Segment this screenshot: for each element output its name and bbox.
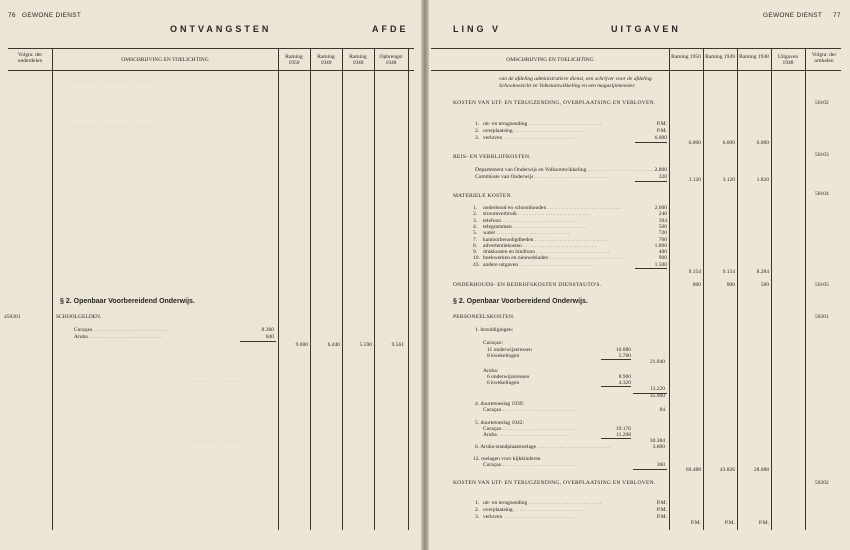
- left-section-title: § 2. Openbaar Voorbereidend Onderwijs.: [60, 298, 195, 305]
- block3-line-label: telefoon . . .: [483, 218, 575, 224]
- block3-title: MATERIELE KOSTEN.: [453, 193, 513, 199]
- block1-l2: overplaatsing . . .: [483, 128, 587, 134]
- block1-n3: 3.: [475, 135, 480, 141]
- block3-line-label: water . . .: [483, 230, 569, 236]
- block2-t1949: 3.120: [722, 177, 735, 183]
- block2-l2: Commissie van Onderwijs . . .: [475, 174, 608, 180]
- block2-code: 50103: [815, 152, 829, 158]
- block3-t1950: 9.154: [688, 269, 701, 275]
- block3-line-amount: 400: [658, 249, 667, 256]
- block4-t1949: 800: [726, 282, 735, 288]
- left-total-r1949: 6.440: [327, 342, 340, 348]
- block6-a1: P.M.: [656, 500, 667, 506]
- block1-t1949: 6.000: [722, 140, 735, 146]
- block3-line-amount: 500: [658, 223, 667, 230]
- block6-l3: verloven . . .: [483, 514, 577, 520]
- block3-line-number: 43.: [473, 261, 480, 268]
- block2-a2: 320: [658, 174, 667, 180]
- col-raming-1949: Raming 1949: [317, 54, 335, 66]
- col-opbrengst-1948: Opbrengst 1948: [379, 54, 403, 66]
- block6-l2: overplaatsing . . .: [483, 507, 587, 513]
- p-d1939-amount: 84: [659, 407, 665, 413]
- left-line-curacao: Curaçao . . .: [74, 327, 167, 333]
- block3-line-amount: 394: [658, 217, 667, 224]
- block3-line-number: 5.: [473, 230, 478, 237]
- block3-line-amount: 2.000: [654, 205, 667, 211]
- block6-t1949: P.M.: [724, 520, 735, 526]
- col-raming-1948-r: Raming 1948: [739, 54, 769, 60]
- left-item-code: 450201: [4, 314, 21, 320]
- col-raming-1950-r: Raming 1950: [671, 54, 701, 60]
- block6-n1: 1.: [475, 500, 480, 506]
- block3-line-number: 1.: [473, 205, 478, 211]
- left-total-o1948: 9.561: [391, 342, 404, 348]
- block4-t1948: 500: [760, 282, 769, 288]
- block6-l1: uit- en terugzending . . .: [483, 500, 602, 506]
- block3-line-amount: 700: [658, 236, 667, 243]
- col-volgnr: Volgnr. der onderdelen: [17, 52, 43, 64]
- block3-line-number: 7.: [473, 236, 478, 243]
- p-a-total: 13.220: [649, 386, 665, 392]
- block3-line-label: telegrammen . . .: [483, 224, 586, 230]
- block6-a2: P.M.: [656, 507, 667, 513]
- p-b-total: 35.060: [649, 393, 665, 399]
- block1-a3: 6.000: [654, 135, 667, 141]
- col-uitgaven-1948: Uitgaven 1948: [777, 54, 799, 66]
- right-section-title: § 2. Openbaar Voorbereidend Onderwijs.: [453, 298, 588, 305]
- personnel-code: 50201: [815, 314, 829, 320]
- block6-t1950: P.M.: [690, 520, 701, 526]
- p-d1942-aru-amount: 11.208: [616, 432, 631, 438]
- block3-line-number: 2.: [473, 211, 478, 218]
- block3-line-number: 3.: [473, 217, 478, 224]
- p-t1950: 69.488: [685, 467, 701, 473]
- personnel-title: PERSONEELSKOSTEN.: [453, 314, 515, 320]
- right-intro-text: van de afdeling administratieve dienst, een schrijver voor de afdeling Schooltoezicht en Volkstuinwikkeling en een magazijnmeester.: [499, 76, 652, 89]
- p-aruba-tl: 6. Aruba-standplaatstoelage . . .: [475, 444, 610, 450]
- block2-title: REIS- EN VERBLIJFKOSTEN.: [453, 154, 531, 160]
- block6-n3: 3.: [475, 514, 480, 520]
- p-d1942: 5. duurtetoeslag 1942:: [475, 420, 525, 426]
- block3-line-amount: 1.500: [654, 261, 667, 268]
- p-a2-amount: 4.320: [618, 380, 631, 386]
- block6-code: 50202: [815, 480, 829, 486]
- left-line-curacao-amount: 8.360: [261, 327, 274, 333]
- block3-line-number: 4.: [473, 223, 478, 230]
- block1-l1: uit- en terugzending . . .: [483, 121, 602, 127]
- col-omschrijving: OMSCHRIJVING EN TOELICHTING: [121, 57, 209, 63]
- block3-line-amount: 900: [658, 255, 667, 262]
- left-page-number: 76: [8, 12, 16, 19]
- block3-line-amount: 720: [658, 230, 667, 237]
- block6-n2: 2.: [475, 507, 480, 513]
- p-a1-amount: 8.900: [618, 374, 631, 380]
- block3-line-amount: 1.800: [654, 242, 667, 249]
- right-heading: UITGAVEN: [611, 24, 681, 34]
- block3-line-label: advertentiekosten . . .: [483, 243, 596, 249]
- p-aruba-tl-amount: 3.600: [652, 444, 665, 450]
- book-spine: [421, 0, 429, 550]
- block3-code: 50104: [815, 191, 829, 197]
- block1-title: KOSTEN VAN UIT- EN TERUGZENDING, OVERPLAATSING EN VERLOVEN.: [453, 100, 656, 106]
- p-t1949: 43.826: [719, 467, 735, 473]
- left-total-r1950: 9.000: [295, 342, 308, 348]
- p-kinder-cur: Curaçao . . .: [483, 462, 576, 468]
- block3-t1948: 8.284: [756, 269, 769, 275]
- p-c2-label: 8 kwekelingen: [487, 353, 520, 359]
- right-heading-left: LING V: [453, 24, 502, 34]
- p-a2-label: 6 kwekelingen: [487, 380, 520, 386]
- block1-n2: 2.: [475, 128, 480, 134]
- p-c1-amount: 16.080: [615, 347, 631, 353]
- block2-a1: 2.800: [654, 167, 667, 173]
- p-kinder-amount: 360: [656, 462, 665, 468]
- block2-t1950: 3.120: [688, 177, 701, 183]
- p-c-total: 21.840: [649, 359, 665, 365]
- block3-line-label: drukkosten en bindloon . . .: [483, 249, 609, 255]
- p-d1939-cur: Curaçao . . .: [483, 407, 576, 413]
- block3-line-number: 9.: [473, 249, 478, 256]
- p-curacao: Curaçao:: [483, 340, 503, 346]
- block6-title: KOSTEN VAN UIT- EN TERUGZENDING, OVERPLAATSING EN VERLOVEN.: [453, 480, 656, 486]
- block3-line-label: boekwerken en nieuwsbladen . . .: [483, 255, 622, 261]
- block3-line-number: 10.: [473, 255, 480, 262]
- block3-line-amount: 240: [658, 211, 667, 218]
- block1-t1948: 6.000: [756, 140, 769, 146]
- right-running-head: GEWONE DIENST: [763, 12, 823, 19]
- p-d1942-total: 30.384: [649, 438, 665, 444]
- block1-n1: 1.: [475, 121, 480, 127]
- left-heading: ONTVANGSTEN: [170, 24, 272, 34]
- block2-l1: Departement van Onderwijs en Volksontwikkeling . . .: [475, 167, 661, 173]
- left-heading-right: AFDE: [372, 24, 409, 34]
- block3-line-number: 8.: [473, 242, 478, 249]
- col-omschrijving-r: OMSCHRIJVING EN TOELICHTING: [506, 57, 594, 63]
- block1-a2: P.M.: [656, 128, 667, 134]
- p-kinder: 12. toelagen voor kijkkinderen: [473, 456, 541, 462]
- block1-t1950: 6.000: [688, 140, 701, 146]
- col-raming-1950: Raming 1950: [285, 54, 303, 66]
- block6-t1948: P.M.: [758, 520, 769, 526]
- left-page: 76 GEWONE DIENST ONTVANGSTEN AFDE · · · · · · · · · · · · · · · · · · · · · · · · · · · · · · · · · · · · · · · · · · · · · · · · · · · · · · · · · · · · · · · · · · · · · · · · · · · · · · · · · · · · · · · · · · · · · · · · · · · · · · · · · · · · · · · · · · · · · · · · · · · · · · · · · · · · · · · · · · · · · · · · Volgnr. der onderdelen OMSCHRIJVING EN TOELICHTING Raming 1950 Raming 1949 Raming 1948 Opbrengst 1948 § 2. Openbaar Voorbereidend Onderwijs. 450201 SCHOOLGELDEN. Curaçao . . . 8.360 Aruba . . . 640 9.000 6.440 5.590 9.561: [0, 0, 425, 550]
- block3-line-label: stroomverbruik . . .: [483, 211, 591, 217]
- p-d1942-cur-amount: 19.176: [615, 426, 631, 432]
- p-c1-label: 11 onderwijzeressen: [487, 347, 532, 353]
- block4-t1950: 800: [692, 282, 701, 288]
- col-volgnr-artikelen: Volgnr. der artikelen: [811, 52, 837, 64]
- left-line-aruba: Aruba . . .: [74, 334, 162, 340]
- block3-line-label: andere uitgaven . . .: [483, 262, 592, 268]
- p-d1942-cur: Curaçao . . .: [483, 426, 576, 432]
- block2-t1948: 1.820: [756, 177, 769, 183]
- block1-l3: verloven . . .: [483, 135, 577, 141]
- block4-code: 50105: [815, 282, 829, 288]
- p-a1-label: 6 onderwijzeressen: [487, 374, 530, 380]
- p-aruba: Aruba:: [483, 368, 499, 374]
- block3-t1949: 9.154: [722, 269, 735, 275]
- right-page-number: 77: [833, 12, 841, 19]
- block1-code: 50102: [815, 100, 829, 106]
- left-running-head: GEWONE DIENST: [22, 12, 82, 19]
- col-raming-1949-r: Raming 1949: [705, 54, 735, 60]
- left-total-r1948: 5.590: [359, 342, 372, 348]
- p-t1948: 28.088: [753, 467, 769, 473]
- p-d1939: 4. duurtetoeslag 1939:: [475, 401, 525, 407]
- block3-line-label: onderhoud en schoonhouden . . .: [483, 205, 621, 211]
- p-bezoldigingen: 1. bezoldigingen:: [475, 327, 514, 333]
- col-raming-1948: Raming 1948: [349, 54, 367, 66]
- right-page: [425, 0, 850, 550]
- p-c2-amount: 5.760: [618, 353, 631, 359]
- block1-a1: P.M.: [656, 121, 667, 127]
- left-line-aruba-amount: 640: [265, 334, 274, 340]
- p-d1942-aru: Aruba . . .: [483, 432, 571, 438]
- block3-line-label: kantoorbenodigdheden . . .: [483, 237, 608, 243]
- block4-title: ONDERHOUDS- EN BEDRIJFSKOSTEN DIENSTAUTO'S.: [453, 282, 602, 288]
- block6-a3: P.M.: [656, 514, 667, 520]
- left-item-label: SCHOOLGELDEN.: [56, 314, 102, 320]
